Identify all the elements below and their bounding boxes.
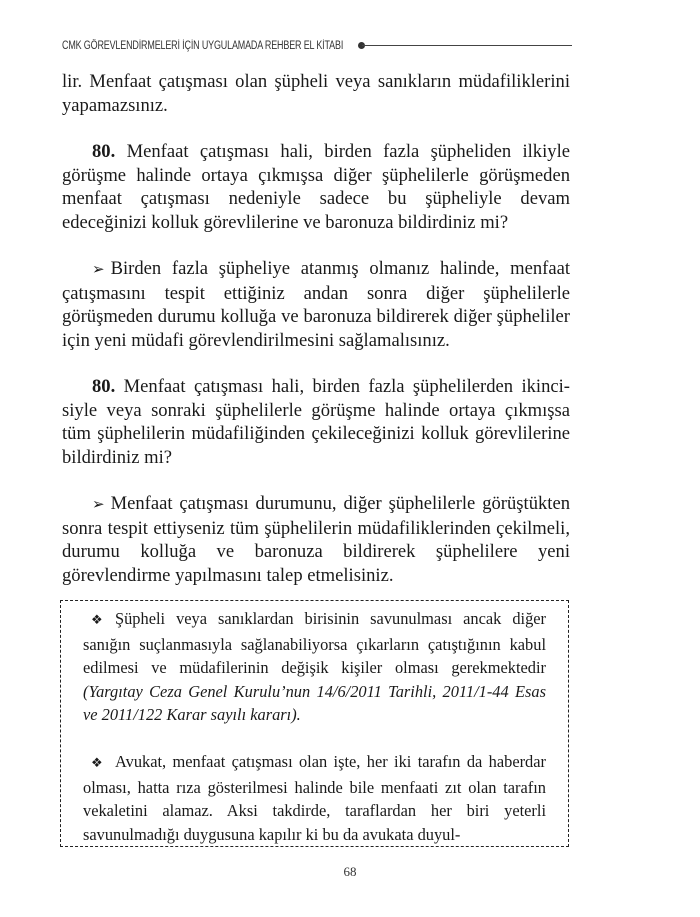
answer-paragraph — [62, 492, 570, 587]
answer-text: Menfaat çatışması durumunu, diğer şüphelilerle görüştükten sonra tespit ettiyseniz tüm şüphelilerin müdafiliklerinden çekilmeli, durumu kolluğa ve baronuza bildirerek şüphelilere yeni görevlendirme yapılmasını talep etmelisiniz. — [62, 493, 570, 586]
note-item — [83, 750, 546, 846]
question-paragraph — [62, 375, 570, 469]
answer-text: Birden fazla şüpheliye atanmış olmanız halinde, menfaat çatışmasını tespit ettiğiniz andan sonra diğer şüphelilerle görüşmeden durumu kolluğa ve baronuza bildirerek diğer şüpheliler için yeni müdafi görevlendirilmesini sağlamalısınız. — [62, 258, 570, 351]
answer-paragraph — [62, 257, 570, 352]
question-number: 80. — [92, 376, 116, 397]
continuation-paragraph — [62, 70, 570, 117]
header-rule-line — [362, 45, 572, 46]
note-item — [83, 607, 546, 727]
note-item-text: Şüpheli veya sanıklardan birisinin savunulması ancak diğer sanığın suçlanmasıyla sağlanabiliyorsa çıkarların çatıştığının kabul edilmesi ve müdafilerinin değişik kişiler olması gerekmektedir — [83, 609, 546, 678]
question-number: 80. — [92, 141, 116, 162]
question-text: Menfaat çatışması hali, birden fazla şüpheliden ilkiyle görüşme halinde ortaya çıkmışsa diğer şüphelilerle görüşmeden menfaat çatışması nedeniyle sadece bu şüpheliyle devam edeceğinizi kolluk görevlilerine ve baronuza bildirdiniz mi? — [62, 141, 570, 233]
page-body — [62, 70, 570, 610]
running-header-title: CMK GÖREVLENDİRMELERİ İÇİN UYGULAMADA REHBER EL KİTABI — [62, 40, 344, 52]
diamond-bullet-icon: ❖ — [91, 755, 103, 771]
note-box — [60, 600, 569, 847]
arrow-bullet-icon: ➢ — [92, 495, 105, 513]
continuation-text: lir. Menfaat çatışması olan şüpheli veya sanıkların müdafiliklerini yapamazsınız. — [62, 71, 570, 116]
diamond-bullet-icon: ❖ — [91, 613, 103, 628]
arrow-bullet-icon: ➢ — [92, 260, 105, 278]
question-paragraph — [62, 140, 570, 234]
question-text: Menfaat çatışması hali, birden fazla şüphelilerden ikinci-siyle veya sonraki şüphelilerle görüşme halinde ortaya çıkmışsa tüm şüphelilerin müdafiliğinden çekileceğinizi kolluk görevlilerine bildirdiniz mi? — [62, 376, 570, 468]
note-item-text: Avukat, menfaat çatışması olan işte, her iki tarafın da haberdar olması, hatta rıza gösterilmesi halinde bile menfaati zıt olan tarafın vekaletini alamaz. Aksi takdirde, taraflardan her biri yeterli savunulmadığı duygusuna kapılır ki bu da avukata duyul- — [83, 751, 546, 844]
running-header — [62, 36, 572, 56]
court-decision-reference: (Yargıtay Ceza Genel Kurulu’nun 14/6/2011 Tarihli, 2011/1-44 Esas ve 2011/122 Karar sayılı kararı). — [83, 681, 546, 725]
page-number: 68 — [343, 864, 357, 879]
